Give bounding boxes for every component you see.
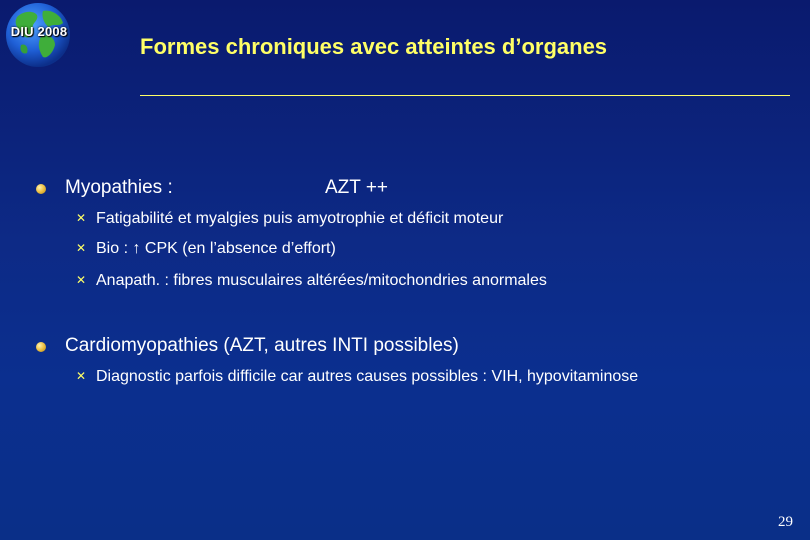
page-number: 29: [778, 514, 793, 530]
dot-bullet-icon: [36, 342, 46, 352]
badge-label: DIU 2008: [10, 24, 68, 39]
dot-bullet-icon: [36, 184, 46, 194]
cross-bullet-icon: ✕: [76, 241, 87, 255]
cross-bullet-icon: ✕: [76, 369, 87, 383]
sub-bullet-text: Anapath. : fibres musculaires altérées/mitochondries anormales: [96, 272, 547, 289]
slide-title: Formes chroniques avec atteintes d’organes: [140, 34, 608, 59]
cross-bullet-icon: ✕: [76, 211, 87, 225]
bullet-label: Cardiomyopathies (AZT, autres INTI possibles): [65, 335, 459, 356]
title-underline: [140, 95, 790, 96]
sub-bullet-text: Diagnostic parfois difficile car autres causes possibles : VIH, hypovitaminose: [96, 368, 639, 385]
cross-bullet-icon: ✕: [76, 273, 87, 287]
bullet-extra: AZT ++: [325, 177, 389, 198]
sub-bullet-text: Fatigabilité et myalgies puis amyotrophie et déficit moteur: [96, 210, 504, 227]
bullet-label: Myopathies :: [65, 177, 173, 198]
sub-bullet-text: Bio : ↑ CPK (en l’absence d’effort): [96, 240, 336, 257]
